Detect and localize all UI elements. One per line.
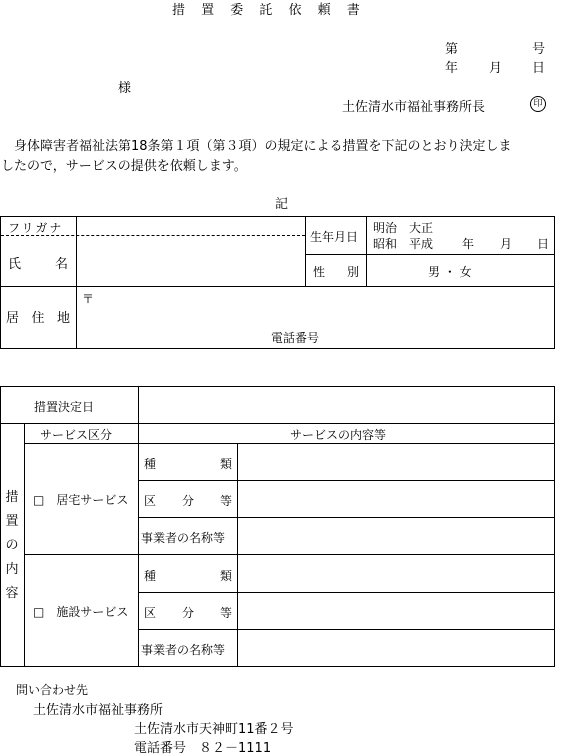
- addressee-honorific: 様: [118, 81, 132, 96]
- side-char: の: [5, 538, 19, 553]
- grid-line: [24, 423, 25, 667]
- document-title: 措 置 委 託 依 頼 書: [172, 3, 366, 18]
- address-label-2: 住: [31, 311, 45, 326]
- grid-line: [0, 286, 555, 287]
- grid-line: [138, 517, 555, 518]
- era-showa: 昭和: [373, 237, 398, 251]
- home-service-checkbox[interactable]: □ 居宅サービス: [33, 493, 129, 507]
- row-provider-label: 事業者の名称等: [141, 643, 226, 657]
- grid-line: [138, 629, 555, 630]
- service-content-header: サービスの内容等: [290, 428, 387, 442]
- row-provider-label: 事業者の名称等: [141, 531, 226, 545]
- facility-service-checkbox[interactable]: □ 施設サービス: [33, 605, 129, 619]
- birth-month: 月: [500, 237, 513, 251]
- seal-text: 印: [533, 99, 543, 109]
- inquiry-address: 土佐清水市天神町11番２号: [134, 722, 294, 737]
- phone-label: 電話番号: [271, 331, 320, 345]
- inquiry-phone: 電話番号 ８２－1111: [134, 741, 272, 756]
- row-division-label: [144, 604, 232, 621]
- era-taisho: 大正: [409, 221, 434, 235]
- grid-line: [554, 216, 555, 349]
- row-kind-b: 類: [219, 457, 232, 471]
- name-label: [8, 253, 68, 272]
- grid-line: [0, 423, 555, 424]
- row-div-c: 等: [219, 494, 232, 508]
- side-char: 容: [5, 586, 19, 601]
- era-meiji: 明治: [373, 221, 398, 235]
- grid-line: [0, 386, 1, 667]
- sex-options: 男 ・ 女: [428, 265, 472, 279]
- row-kind-a: 種: [144, 569, 157, 583]
- era-heisei: 平成: [409, 237, 434, 251]
- grid-line: [366, 216, 367, 286]
- ki-label: 記: [275, 197, 289, 212]
- service-category-header: サービス区分: [40, 428, 113, 442]
- row-div-c: 等: [219, 606, 232, 620]
- date-year: 年: [445, 61, 459, 76]
- name-label-a: 氏: [8, 257, 22, 272]
- grid-line: [24, 554, 555, 555]
- sex-label-b: 別: [346, 265, 359, 279]
- row-kind-label: [144, 567, 232, 584]
- grid-line: [237, 443, 238, 667]
- issuer-name: 土佐清水市福祉事務所長: [342, 100, 486, 115]
- side-char: 置: [5, 514, 19, 529]
- grid-line: [305, 254, 555, 255]
- grid-line: [138, 480, 555, 481]
- row-div-a: 区: [144, 494, 157, 508]
- body-line-1: 身体障害者福祉法第18条第１項（第３項）の規定による措置を下記のとおり決定しま: [14, 139, 512, 154]
- name-label-b: 名: [54, 257, 68, 272]
- grid-line: [0, 216, 555, 217]
- sex-label-a: 性: [313, 265, 326, 279]
- grid-line: [0, 348, 555, 349]
- grid-line: [138, 386, 139, 667]
- row-div-a: 区: [144, 606, 157, 620]
- side-char: 措: [5, 490, 19, 505]
- address-label-1: 居: [6, 311, 20, 326]
- row-kind-b: 類: [219, 569, 232, 583]
- row-kind-label: [144, 455, 232, 472]
- grid-line: [0, 666, 555, 667]
- side-char: 内: [5, 562, 19, 577]
- decision-date-label: 措置決定日: [34, 400, 95, 414]
- date-month: 月: [489, 61, 503, 76]
- grid-line: [0, 386, 555, 387]
- birthdate-label: 生年月日: [310, 230, 359, 244]
- body-line-2: したので，サービスの提供を依頼します。: [1, 159, 247, 174]
- row-div-b: 分: [181, 606, 194, 620]
- doc-number-go: 号: [532, 42, 546, 57]
- seal-mark: [530, 96, 546, 112]
- measure-side-label: [4, 486, 20, 606]
- furigana-label: フリガナ: [8, 221, 64, 235]
- grid-line: [24, 443, 555, 444]
- grid-line: [138, 592, 555, 593]
- doc-number-dai: 第: [445, 42, 459, 57]
- row-division-label: [144, 492, 232, 509]
- inquiry-office: 土佐清水市福祉事務所: [33, 703, 164, 718]
- grid-line: [554, 386, 555, 667]
- address-label: [6, 307, 70, 326]
- address-label-3: 地: [56, 311, 70, 326]
- date-day: 日: [532, 61, 546, 76]
- birth-day: 日: [537, 237, 550, 251]
- birth-year: 年: [462, 237, 475, 251]
- inquiry-label: 問い合わせ先: [16, 683, 89, 697]
- row-div-b: 分: [181, 494, 194, 508]
- grid-line: [305, 216, 306, 286]
- row-kind-a: 種: [144, 457, 157, 471]
- sex-label: [313, 263, 359, 280]
- postal-mark: 〒: [82, 292, 95, 306]
